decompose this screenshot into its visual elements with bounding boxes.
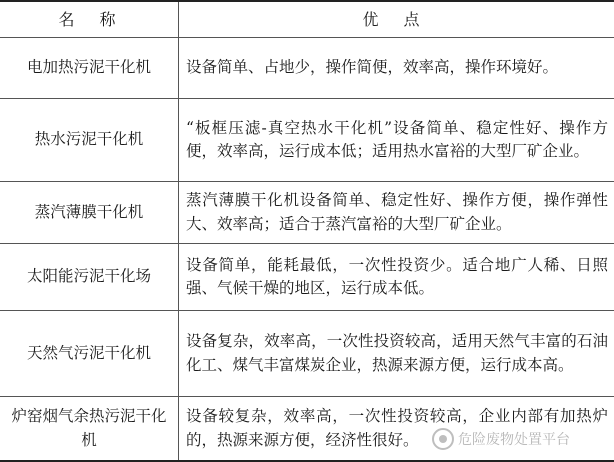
row-advantages-text: 设备复杂，效率高，一次性投资较高，适用天然气丰富的石油化工、煤气丰富煤炭企业，热源来源方便，运行成本高。: [186, 332, 608, 374]
row-advantages-text: 设备简单，能耗最低，一次性投资少。适合地广人稀、日照强、气候干燥的地区，运行成本低。: [186, 255, 608, 297]
row-name-text: 电加热污泥干化机: [26, 58, 151, 77]
row-name-text: 天然气污泥干化机: [26, 343, 151, 362]
table-row-advantages: [178, 38, 614, 98]
header-name: [0, 2, 178, 37]
row-advantages-text: 设备较复杂，效率高，一次性投资较高，企业内部有加热炉的，热源来源方便，经济性很好。: [186, 407, 608, 449]
row-advantages-text: 设备简单、占地少，操作简便，效率高，操作环境好。: [186, 58, 559, 77]
row-name-text: 蒸汽薄膜干化机: [34, 202, 144, 221]
table-row-name: [0, 244, 178, 310]
table-row-advantages: [178, 99, 614, 181]
wechat-icon: [432, 428, 454, 450]
table-row-name: [0, 311, 178, 396]
row-name-text: 热水污泥干化机: [34, 130, 144, 149]
watermark-text: 危险废物处置平台: [458, 432, 570, 448]
table-row-name: [0, 397, 178, 460]
row-name-text: 太阳能污泥干化场: [26, 267, 151, 286]
table-row-name: [0, 38, 178, 98]
header-advantages-text: 优 点: [362, 9, 430, 29]
row-advantages-text: 蒸汽薄膜干化机设备简单、稳定性好、操作方便，操作弹性大、效率高；适合于蒸汽富裕的大型厂矿企业。: [186, 191, 608, 233]
table-row-name: [0, 99, 178, 181]
table-row-name: [0, 182, 178, 243]
row-name-text: 炉窑烟气余热污泥干化机: [11, 407, 167, 449]
table-row-advantages: [178, 244, 614, 310]
header-advantages: [178, 2, 614, 37]
table-row-advantages: [178, 182, 614, 243]
header-name-text: 名 称: [58, 9, 126, 29]
watermark: [432, 420, 612, 458]
table-row-advantages: [178, 311, 614, 396]
row-advantages-text: “板框压滤-真空热水干化机”设备简单、稳定性好、操作方便，效率高，运行成本低；适用热水富裕的大型厂矿企业。: [186, 118, 608, 160]
